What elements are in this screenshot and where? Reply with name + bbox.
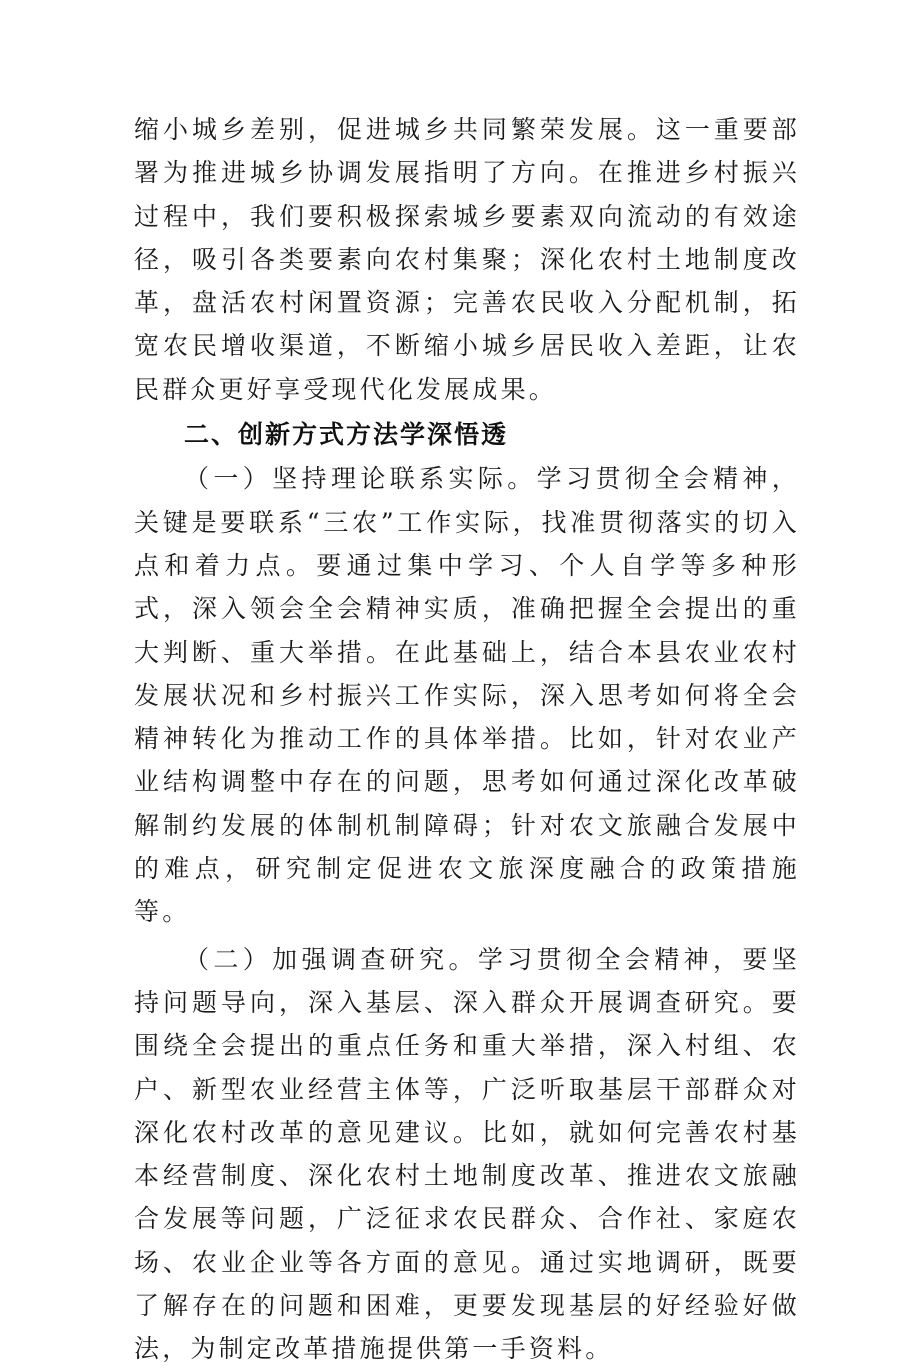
paragraph-theory-practice: （一）坚持理论联系实际。学习贯彻全会精神，关键是要联系“三农”工作实际，找准贯彻落实的切入点和着力点。要通过集中学习、个人自学等多种形式，深入领会全会精神实质，准确把握全会提出的重大判断、重大举措。在此基础上，结合本县农业农村发展状况和乡村振兴工作实际，深入思考如何将全会精神转化为推动工作的具体举措。比如，针对农业产业结构调整中存在的问题，思考如何通过深化改革破解制约发展的体制机制障碍；针对农文旅融合发展中的难点，研究制定促进农文旅深度融合的政策措施等。 — [134, 464, 800, 927]
document-body — [134, 108, 800, 1371]
paragraph-research: （二）加强调查研究。学习贯彻全会精神，要坚持问题导向，深入基层、深入群众开展调查研究。要围绕全会提出的重点任务和重大举措，深入村组、农户、新型农业经营主体等，广泛听取基层干部群众对深化农村改革的意见建议。比如，就如何完善农村基本经营制度、深化农村土地制度改革、推进农文旅融合发展等问题，广泛征求农民群众、合作社、家庭农场、农业企业等各方面的意见。通过实地调研，既要了解存在的问题和困难，更要发现基层的好经验好做法，为制定改革措施提供第一手资料。 — [134, 944, 800, 1364]
section-heading: 二、创新方式方法学深悟透 — [184, 420, 509, 450]
paragraph-continued: 缩小城乡差别，促进城乡共同繁荣发展。这一重要部署为推进城乡协调发展指明了方向。在推进乡村振兴过程中，我们要积极探索城乡要素双向流动的有效途径，吸引各类要素向农村集聚；深化农村土地制度改革，盘活农村闲置资源；完善农民收入分配机制，拓宽农民增收渠道，不断缩小城乡居民收入差距，让农民群众更好享受现代化发展成果。 — [134, 115, 800, 404]
